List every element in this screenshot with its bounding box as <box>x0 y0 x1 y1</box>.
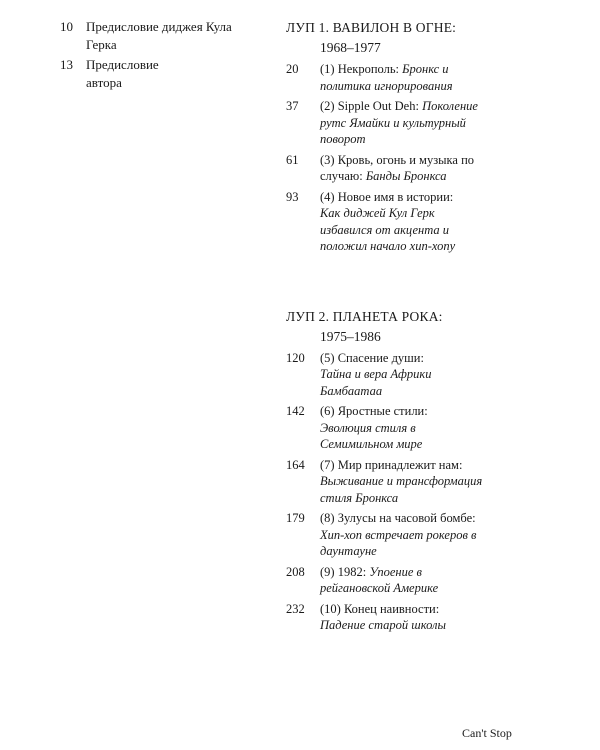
chapter-text <box>320 152 490 185</box>
chapter-text <box>320 457 490 507</box>
foreword-entry <box>60 56 260 92</box>
chapter-heading: (9) 1982: <box>320 564 370 579</box>
chapter-heading: (10) Конец наивности: <box>320 601 440 616</box>
chapter-entry <box>286 61 586 94</box>
chapter-entry <box>286 457 586 507</box>
page-number: 20 <box>286 62 299 76</box>
chapter-heading: (3) Кровь, огонь и музыка по случаю: <box>320 152 475 183</box>
chapter-entry <box>286 350 586 400</box>
chapter-subtitle: Падение старой школы <box>320 618 446 632</box>
page-number: 61 <box>286 152 299 167</box>
chapter-heading: (8) Зулусы на часовой бомбе: <box>320 511 476 525</box>
page-number: 10 <box>60 19 73 34</box>
page-number: 208 <box>286 564 305 579</box>
chapter-text <box>320 403 490 453</box>
chapter-entry <box>286 564 586 597</box>
chapter-subtitle: Эволюция стиля в Семимильном мире <box>320 420 423 451</box>
part-section <box>286 307 586 634</box>
chapter-entry <box>286 189 586 255</box>
chapter-subtitle: Тайна и вера Африки Бамбаатаа <box>320 367 432 398</box>
chapter-text <box>320 61 490 94</box>
foreword-title: Предисловие диджея Кула Герка <box>86 19 232 52</box>
chapter-text <box>320 564 490 597</box>
chapter-heading: (5) Спасение души: <box>320 350 424 365</box>
chapter-heading: (1) Некрополь: <box>320 62 403 76</box>
chapter-text <box>320 510 490 560</box>
chapter-heading: (2) Sipple Out Deh: <box>320 99 423 113</box>
chapter-subtitle: Поколение рутс Ямайки и культурный поворот <box>320 99 478 146</box>
page-number: 164 <box>286 457 305 472</box>
page-number: 142 <box>286 404 305 418</box>
part-years: 1968–1977 <box>320 40 381 55</box>
chapter-subtitle: Хип-хоп встречает рокеров в даунтауне <box>320 527 477 558</box>
chapter-subtitle: Упоение в рейгановской Америке <box>320 564 439 595</box>
foreword-list <box>60 18 260 92</box>
chapter-entry <box>286 152 586 185</box>
chapter-text <box>320 189 490 255</box>
chapter-heading: (7) Мир принадлежит нам: <box>320 457 463 472</box>
chapter-subtitle: Бронкс и политика игнорирования <box>320 62 453 93</box>
chapter-text <box>320 98 490 148</box>
part-section <box>286 18 586 255</box>
chapter-entry <box>286 510 586 560</box>
foreword-entry <box>60 18 260 54</box>
foreword-title: Предисловие автора <box>86 57 159 90</box>
chapter-subtitle: Как диджей Кул Герк избавился от акцента и положил начало хип-хопу <box>320 206 456 253</box>
chapter-heading: (6) Яростные стили: <box>320 404 428 418</box>
running-footer: Can't Stop <box>462 726 512 740</box>
chapter-subtitle: Банды Бронкса <box>365 169 447 183</box>
page-number: 120 <box>286 350 305 365</box>
page-number: 232 <box>286 601 305 616</box>
page-number: 37 <box>286 99 299 113</box>
chapter-entry <box>286 403 586 453</box>
chapter-subtitle: Выживание и трансформация стиля Бронкса <box>320 474 483 505</box>
part-title: ЛУП 1. ВАВИЛОН В ОГНЕ: <box>286 20 457 35</box>
page-number: 179 <box>286 511 305 525</box>
chapter-text <box>320 601 490 634</box>
chapter-entry <box>286 601 586 634</box>
chapter-entry <box>286 98 586 148</box>
part-title: ЛУП 2. ПЛАНЕТА РОКА: <box>286 308 443 324</box>
chapter-heading: (4) Новое имя в истории: <box>320 189 454 204</box>
table-of-contents <box>286 18 586 634</box>
chapter-text <box>320 350 490 400</box>
page-number: 93 <box>286 189 299 204</box>
part-years: 1975–1986 <box>320 328 381 344</box>
page-number: 13 <box>60 57 73 72</box>
